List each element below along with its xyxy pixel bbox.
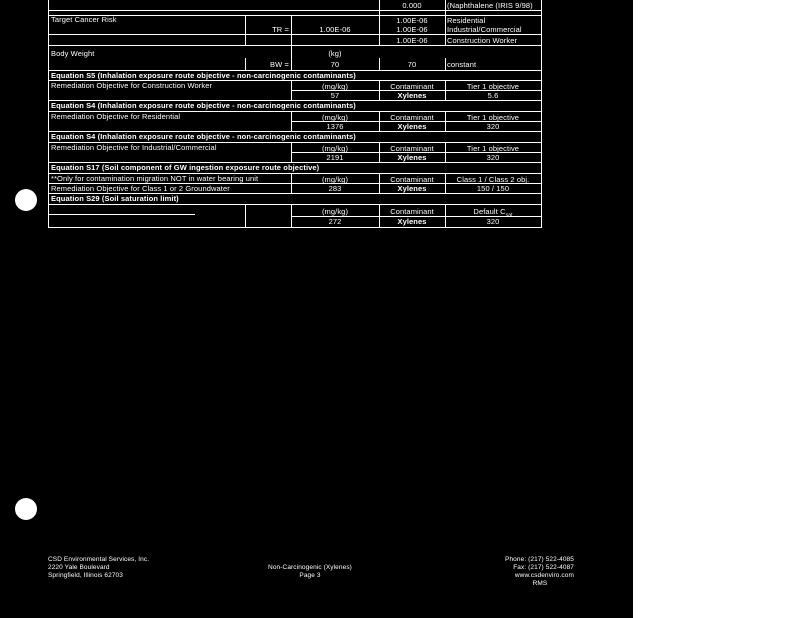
section-s4-res-contaminant: Xylenes	[397, 122, 427, 131]
section-s5-title: Equation S5 (Inhalation exposure route objective - non-carcinogenic contaminants)	[51, 71, 356, 80]
section-s4-res-title: Equation S4 (Inhalation exposure route objective - non-carcinogenic contaminants)	[51, 101, 356, 110]
target-cancer-risk-label: Target Cancer Risk	[51, 15, 117, 24]
section-s4-res-col-contaminant: Contaminant	[390, 113, 434, 122]
section-s4-ind-title: Equation S4 (Inhalation exposure route objective - non-carcinogenic contaminants)	[51, 132, 356, 141]
section-s17-label: Remediation Objective for Class 1 or 2 Groundwater	[51, 184, 230, 193]
section-s5-objective: 5.6	[487, 91, 499, 100]
body-weight-label: Body Weight	[51, 49, 95, 58]
footer-fax: Fax: (217) 522-4087	[513, 564, 574, 571]
section-s29-contaminant: Xylenes	[397, 217, 427, 226]
section-s17-col-contaminant: Contaminant	[390, 175, 434, 184]
section-s17-note: **Only for contamination migration NOT in water bearing unit	[51, 174, 259, 183]
tr-symbol: TR =	[272, 25, 289, 34]
scenario-label-2: Industrial/Commercial	[447, 25, 522, 34]
section-s4-ind-objective: 320	[486, 153, 500, 162]
body-weight-unit: (kg)	[328, 49, 342, 58]
section-s4-res-objective: 320	[486, 122, 500, 131]
section-s4-ind-unit: (mg/kg)	[321, 144, 349, 153]
section-s5-contaminant: Xylenes	[397, 91, 427, 100]
section-s29-col-objective-sub: sat	[505, 212, 513, 219]
section-s4-res-label: Remediation Objective for Residential	[51, 112, 181, 121]
section-s17-col-objective: Class 1 / Class 2 obj.	[456, 175, 530, 184]
section-s5-col-contaminant: Contaminant	[390, 82, 434, 91]
footer-address: 2220 Yale Boulevard	[48, 564, 110, 571]
section-s29-unit: (mg/kg)	[321, 207, 349, 216]
section-s17-title: Equation S17 (Soil component of GW ingestion exposure route objective)	[51, 163, 320, 172]
bw-note: constant	[447, 60, 477, 69]
section-s4-res-value: 1376	[326, 122, 344, 131]
section-s4-res-unit: (mg/kg)	[321, 113, 349, 122]
bw-symbol: BW =	[270, 60, 289, 69]
bw-value-2: 70	[407, 60, 417, 69]
footer-page-number: Page 3	[299, 572, 321, 579]
footer-initials: RMS	[532, 580, 548, 587]
footer-phone: Phone: (217) 522-4085	[505, 556, 574, 563]
scenario-value-3: 1.00E-06	[396, 36, 428, 45]
scenario-value-2: 1.00E-06	[396, 25, 428, 34]
footer-city: Springfield, Illinois 62703	[48, 572, 123, 579]
section-s29-col-objective-text: Default C	[473, 207, 506, 216]
section-s4-ind-col-objective: Tier 1 objective	[466, 144, 520, 153]
section-s5-label: Remediation Objective for Construction Worker	[51, 81, 213, 90]
section-s4-ind-contaminant: Xylenes	[397, 153, 427, 162]
footer-company: CSD Environmental Services, Inc.	[48, 556, 150, 563]
scenario-label-3: Construction Worker	[447, 36, 518, 45]
top-value: 0.000	[402, 1, 422, 10]
calculation-table	[48, 0, 542, 228]
section-s5-unit: (mg/kg)	[321, 82, 349, 91]
section-s29-value: 272	[328, 217, 342, 226]
footer-website: www.csdenviro.com	[514, 572, 574, 579]
section-s29-title: Equation S29 (Soil saturation limit)	[51, 194, 179, 203]
tr-value: 1.00E-06	[319, 25, 351, 34]
bw-value-1: 70	[330, 60, 340, 69]
section-s5-col-objective: Tier 1 objective	[466, 82, 520, 91]
scenario-label-1: Residential	[447, 16, 486, 25]
section-s17-unit: (mg/kg)	[321, 175, 349, 184]
section-s29-col-contaminant: Contaminant	[390, 207, 434, 216]
section-s29-objective: 320	[486, 217, 500, 226]
section-s4-ind-label: Remediation Objective for Industrial/Commercial	[51, 143, 217, 152]
section-s4-res-col-objective: Tier 1 objective	[466, 113, 520, 122]
scenario-value-1: 1.00E-06	[396, 16, 428, 25]
section-s4-ind-col-contaminant: Contaminant	[390, 144, 434, 153]
section-s17-value: 283	[328, 184, 342, 193]
section-s4-ind-value: 2191	[326, 153, 344, 162]
section-s17-objective: 150 / 150	[476, 184, 510, 193]
section-s5-value: 57	[330, 91, 340, 100]
top-note: (Naphthalene (IRIS 9/98)	[447, 1, 533, 10]
punch-hole-lower	[15, 498, 37, 520]
section-s17-contaminant: Xylenes	[397, 184, 427, 193]
footer-document-title: Non-Carcinogenic (Xylenes)	[268, 564, 352, 571]
punch-hole-upper	[15, 189, 37, 211]
